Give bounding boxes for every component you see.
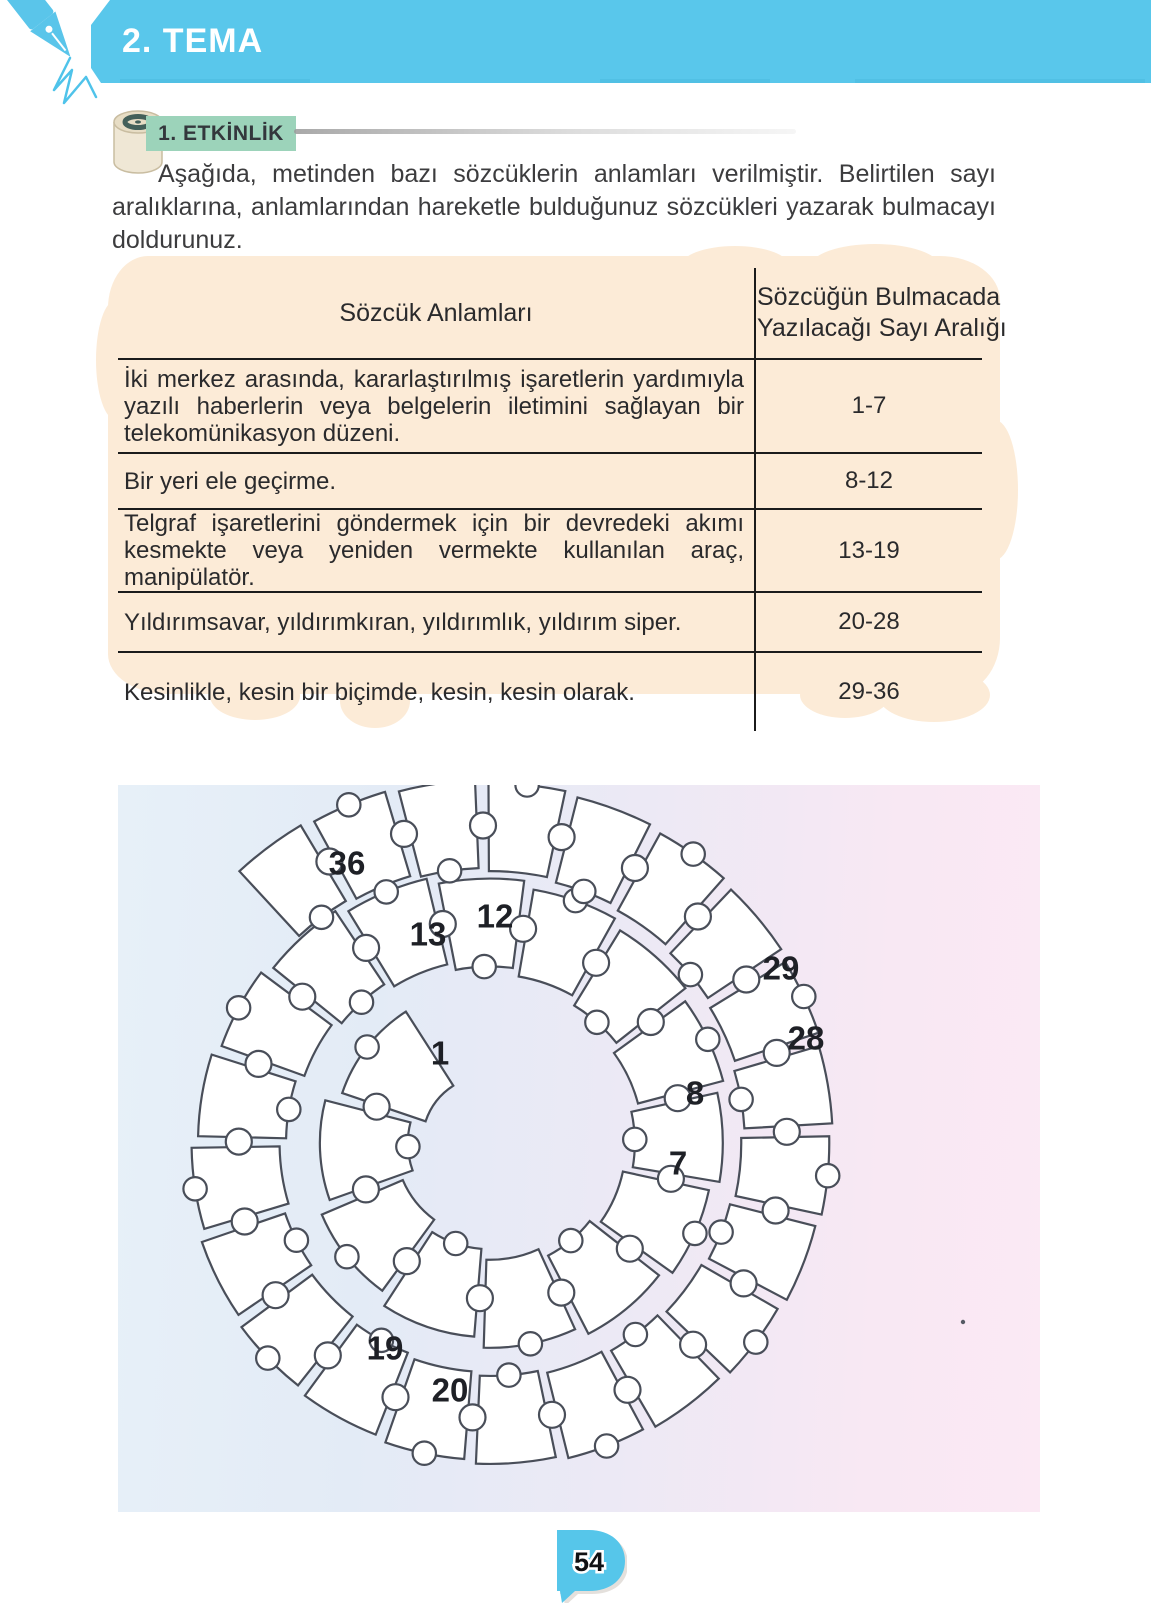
meaning-cell: Bir yeri ele geçirme.: [118, 453, 755, 509]
table-row: [118, 359, 982, 453]
puzzle-piece-number: 36: [328, 844, 366, 882]
table-row: [118, 453, 982, 509]
puzzle-piece-number: 1: [430, 1034, 450, 1072]
meaning-cell: Telgraf işaretlerini göndermek için bir devredeki akımı kesmekte veya yeniden vermekte kullanılan araç, manipülatör.: [118, 509, 755, 592]
banner-decor-strip: [855, 79, 1145, 83]
puzzle-piece-number: 8: [685, 1074, 705, 1112]
page-badge-shape: [545, 1529, 627, 1603]
heading-rule-line: [294, 129, 796, 134]
meaning-cell: İki merkez arasında, kararlaştırılmış işaretlerin yardımıyla yazılı haberlerin veya belgelerin iletimini sağlayan bir telekomünikasyon düzeni.: [118, 359, 755, 453]
range-cell: 8-12: [755, 453, 982, 509]
banner-decor-strip: [120, 79, 310, 83]
instruction-text: Aşağıda, metinden bazı sözcüklerin anlamları verilmiştir. Belirtilen sayı aralıklarına, anlamlarından hareketle bulduğunuz sözcükleri yazarak bulmacayı doldurunuz.: [112, 160, 996, 254]
range-cell: 29-36: [755, 652, 982, 731]
meaning-cell: Yıldırımsavar, yıldırımkıran, yıldırımlık, yıldırım siper.: [118, 592, 755, 652]
table-row: [118, 592, 982, 652]
range-cell: 1-7: [755, 359, 982, 453]
page-number-badge: [545, 1529, 627, 1603]
puzzle-piece-number: 12: [476, 897, 514, 935]
column-header-ranges: [755, 268, 1007, 359]
puzzle-piece-number: 19: [366, 1329, 404, 1367]
puzzle-piece-number: 29: [762, 949, 800, 987]
puzzle-piece-number: 20: [431, 1371, 469, 1409]
page-number: 54: [573, 1547, 605, 1577]
word-meanings-table: [118, 268, 1007, 731]
print-artifact-dot: [961, 1320, 965, 1324]
column-header-ranges-line2: Yazılacağı Sayı Aralığı: [757, 314, 1007, 342]
meaning-cell: Kesinlikle, kesin bir biçimde, kesin, kesin olarak.: [124, 678, 635, 706]
puzzle-piece-number: 13: [409, 915, 447, 953]
range-cell: 20-28: [755, 592, 982, 652]
range-cell: 13-19: [755, 509, 982, 592]
activity-heading: 1. ETKİNLİK: [146, 116, 296, 151]
puzzle-spiral: [118, 785, 1040, 1512]
banner-decor-strip: [600, 79, 770, 83]
table-row: [118, 509, 982, 592]
table-header-row: [118, 268, 982, 359]
theme-title: 2. TEMA: [122, 22, 264, 60]
column-header-meanings: Sözcük Anlamları: [118, 268, 755, 359]
puzzle-piece-number: 28: [787, 1019, 825, 1057]
puzzle-illustration: [118, 785, 1040, 1512]
table-row: [118, 652, 982, 731]
puzzle-piece-number: 7: [668, 1144, 688, 1182]
column-header-ranges-line1: Sözcüğün Bulmacada: [757, 283, 1001, 311]
